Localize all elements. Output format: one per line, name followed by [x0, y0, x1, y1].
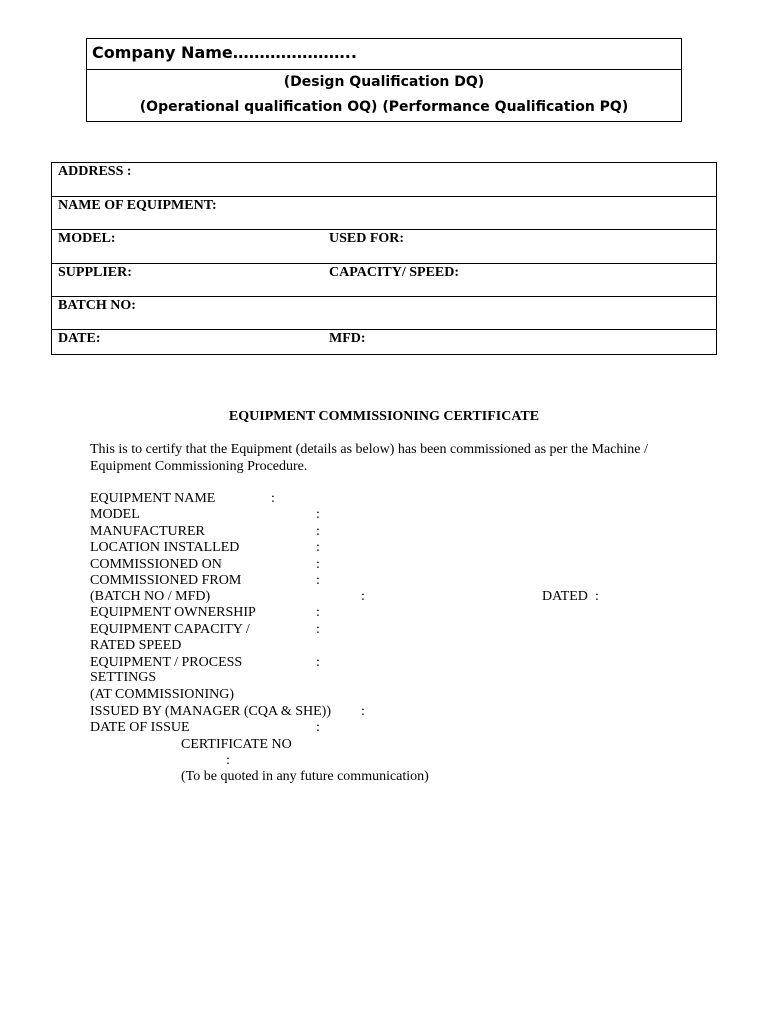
colon-equipment-ownership: : — [316, 605, 320, 620]
field-settings: SETTINGS — [90, 670, 157, 685]
header-oq-pq-line: (Operational qualification OQ) (Performance Qualification PQ) — [139, 99, 629, 115]
colon-equipment-name: : — [271, 491, 275, 506]
date-label: DATE: — [58, 331, 101, 346]
colon-certificate-no: : — [226, 753, 230, 768]
info-row-equipment-name — [52, 197, 716, 230]
equipment-info-table — [51, 162, 717, 355]
certificate-intro: This is to certify that the Equipment (details as below) has been commissioned as per the Machine / Equipment Commissioning Procedure. — [90, 442, 648, 474]
colon-commissioned-on: : — [316, 557, 320, 572]
address-label: ADDRESS : — [58, 164, 132, 179]
info-row-batch-no — [52, 297, 716, 330]
header-dq-line: (Design Qualification DQ) — [283, 74, 485, 90]
colon-dated: : — [595, 589, 599, 604]
used-for-label: USED FOR: — [329, 231, 405, 246]
field-issued-by: ISSUED BY (MANAGER (CQA & SHE)) — [90, 704, 331, 719]
field-certificate-no: CERTIFICATE NO — [181, 737, 292, 752]
capacity-speed-label: CAPACITY/ SPEED: — [329, 265, 460, 280]
field-quote-note: (To be quoted in any future communication) — [181, 769, 429, 784]
batch-no-label: BATCH NO: — [58, 298, 136, 313]
colon-batch-no-mfd: : — [361, 589, 365, 604]
colon-equipment-capacity: : — [316, 622, 320, 637]
colon-commissioned-from: : — [316, 573, 320, 588]
info-row-date — [52, 330, 716, 354]
model-label: MODEL: — [58, 231, 116, 246]
field-batch-no-mfd: (BATCH NO / MFD) — [90, 589, 211, 604]
colon-date-of-issue: : — [316, 720, 320, 735]
field-at-commissioning: (AT COMMISSIONING) — [90, 687, 235, 702]
mfd-label: MFD: — [329, 331, 366, 346]
colon-issued-by: : — [361, 704, 365, 719]
info-row-address — [52, 163, 716, 197]
colon-manufacturer: : — [316, 524, 320, 539]
field-equipment-name: EQUIPMENT NAME — [90, 491, 216, 506]
name-of-equipment-label: NAME OF EQUIPMENT: — [58, 198, 217, 213]
field-commissioned-on: COMMISSIONED ON — [90, 557, 222, 572]
field-date-of-issue: DATE OF ISSUE — [90, 720, 190, 735]
field-dated: DATED — [542, 589, 588, 604]
field-model: MODEL — [90, 507, 140, 522]
field-commissioned-from: COMMISSIONED FROM — [90, 573, 242, 588]
info-row-model — [52, 230, 716, 264]
field-manufacturer: MANUFACTURER — [90, 524, 205, 539]
field-location-installed: LOCATION INSTALLED — [90, 540, 240, 555]
colon-location-installed: : — [316, 540, 320, 555]
company-name: Company Name………………….. — [87, 39, 681, 70]
field-equipment-capacity: EQUIPMENT CAPACITY / — [90, 622, 250, 637]
supplier-label: SUPPLIER: — [58, 265, 132, 280]
document-header — [86, 38, 682, 122]
info-row-supplier — [52, 264, 716, 297]
colon-model: : — [316, 507, 320, 522]
certificate-title: EQUIPMENT COMMISSIONING CERTIFICATE — [228, 409, 540, 424]
field-equipment-ownership: EQUIPMENT OWNERSHIP — [90, 605, 256, 620]
field-rated-speed: RATED SPEED — [90, 638, 182, 653]
field-equipment-process: EQUIPMENT / PROCESS — [90, 655, 243, 670]
colon-equipment-process: : — [316, 655, 320, 670]
